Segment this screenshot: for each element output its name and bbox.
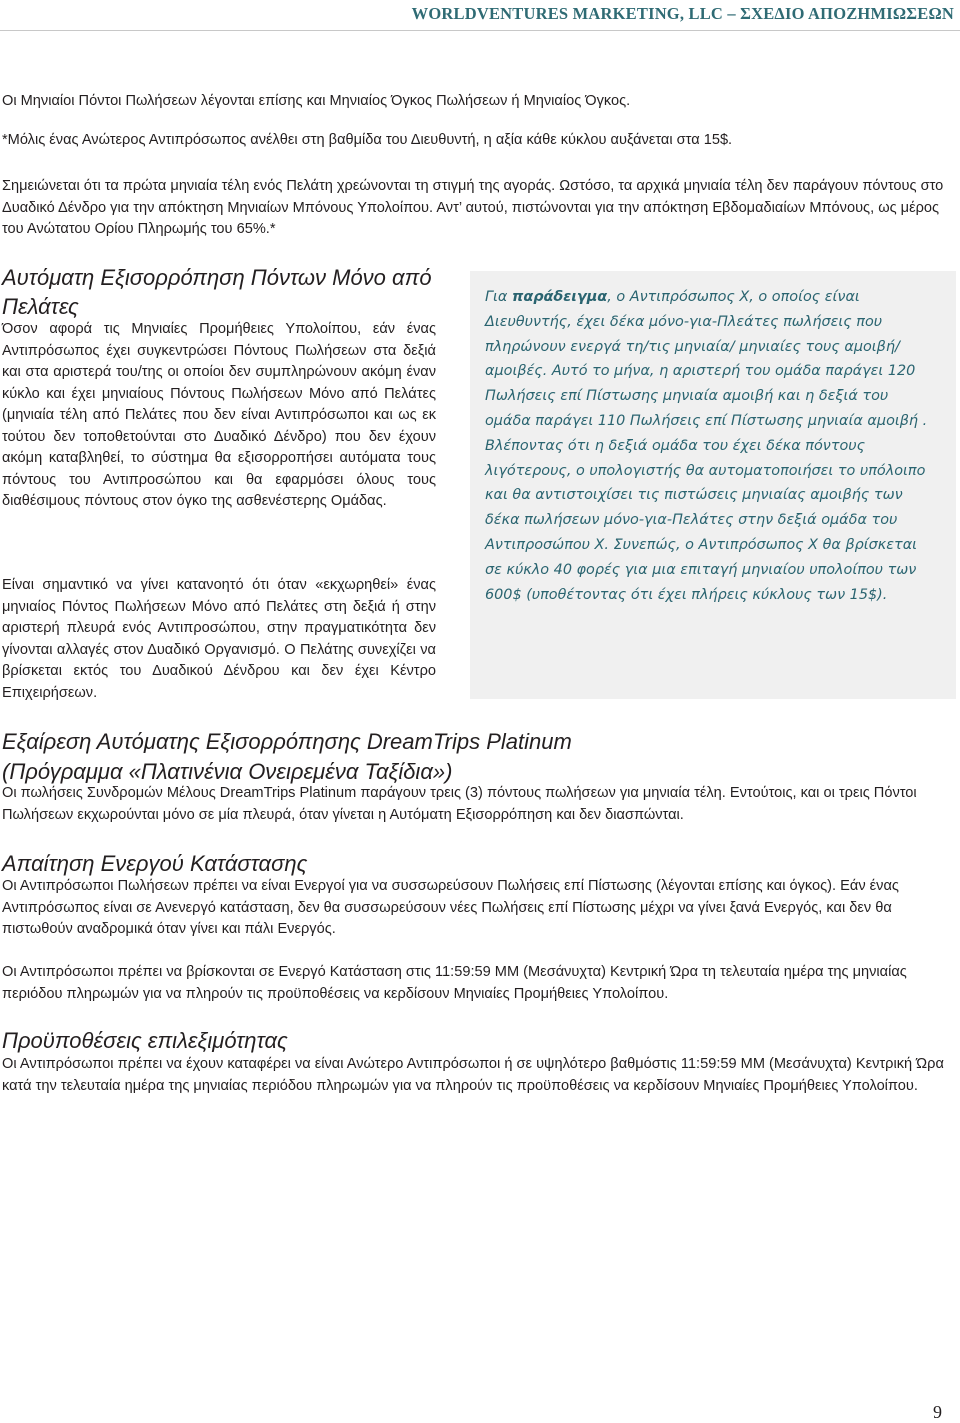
eligibility-paragraph: Οι Αντιπρόσωποι πρέπει να έχουν καταφέρει να είναι Ανώτερο Αντιπρόσωποι ή σε υψηλότερο βαθμόστις 11:59:59 ΜΜ (Μεσάνυχτα) Κεντρική Ώρα κατά την τελευταία ημέρα της μηνιαίας περιόδου πληρωμών για να πληρούν τις προϋποθέσεις να κερδίσουν Μηνιαίες Προμήθειες Υπολοίπου. [2,1056,944,1094]
example-callout-bold: παράδειγμα [511,289,608,305]
intro-paragraph-1: Οι Μηνιαίοι Πόντοι Πωλήσεων λέγονται επίσης και Μηνιαίος Όγκος Πωλήσεων ή Μηνιαίος Όγκος. [2,93,631,109]
intro-paragraph-2: *Μόλις ένας Ανώτερος Αντιπρόσωπος ανέλθει στη βαθμίδα του Διευθυντή, η αξία κάθε κύκλου αυξάνεται στα 15$. [2,132,733,148]
dreamtrips-heading-line-2: (Πρόγραμμα «Πλατινένια Ονειρεμένα Ταξίδια») [2,759,453,784]
dreamtrips-heading-line-1: Εξαίρεση Αυτόματης Εξισορρόπησης DreamTrips Platinum [2,729,572,754]
auto-balance-paragraph-1: Όσον αφορά τις Μηνιαίες Προμήθειες Υπολοίπου, εάν ένας Αντιπρόσωπος έχει συγκεντρώσει Πόντους Πωλήσεων στα δεξιά και στα αριστερά του/της οι οποίοι δεν συμπληρώνουν ακόμη έναν κύκλο και έχει μηνιαίους Πόντους Πωλήσεων Μόνο από Πελάτες (μηνιαία τέλη από Πελάτες που δεν είναι Αντιπρόσωποι και ως εκ τούτου δεν τοποθετούνται στο Δυαδικό Δένδρο) που δεν έχουν ακόμη καταβληθεί, το σύστημα θα εξισορροπήσει αυτόματα τους πόντους του Αντιπροσώπου και θα εφαρμόσει όλους τους διαθέσιμους πόντους στον όγκο της ασθενέστερης Ομάδας. [2,321,436,509]
example-callout-text [485,285,935,607]
intro-paragraph-3: Σημειώνεται ότι τα πρώτα μηνιαία τέλη ενός Πελάτη χρεώνονται τη στιγμή της αγοράς. Ωστόσο, τα αρχικά μηνιαία τέλη δεν παράγουν πόντους στο Δυαδικό Δένδρο για την απόκτηση Μηνιαίων Μπόνους Υπολοίπου. Αντ’ αυτού, πιστώνονται για την απόκτηση Εβδομαδιαίων Μπόνους, ως μέρος του Ανώτατου Ορίου Πληρωμής του 65%.* [2,178,944,237]
auto-balance-paragraph-2: Είναι σημαντικό να γίνει κατανοητό ότι όταν «εκχωρηθεί» ένας μηνιαίος Πόντος Πωλήσεων Μόνο από Πελάτες στη δεξιά ή στην αριστερή πλευρά ενός Αντιπροσώπου, στην πραγματικότητα δεν γίνονται αλλαγές στον Δυαδικό Οργανισμό. Ο Πελάτης συνεχίζει να βρίσκεται εκτός του Δυαδικού Δένδρου και δεν έχει Κέντρο Επιχειρήσεων. [2,577,436,701]
example-callout-box [470,271,956,699]
active-status-paragraph-2: Οι Αντιπρόσωποι πρέπει να βρίσκονται σε Ενεργό Κατάσταση στις 11:59:59 ΜΜ (Μεσάνυχτα) Κεντρική Ώρα τη τελευταία ημέρα της μηνιαίας περιόδου πληρωμών για να πληρούν τις προϋποθέσεις να κερδίσουν Μηνιαίες Προμήθειες Υπολοίπου. [2,964,907,1002]
example-callout-lead: Για [485,289,512,305]
active-status-heading: Απαίτηση Ενεργού Κατάστασης [2,851,308,876]
eligibility-heading: Προϋποθέσεις επιλεξιμότητας [2,1028,288,1053]
auto-balance-heading: Αυτόματη Εξισορρόπηση Πόντων Μόνο από Πελάτες [2,265,432,319]
example-callout-body: , ο Αντιπρόσωπος Χ, ο οποίος είναι Διευθυντής, έχει δέκα μόνο-για-Πλεάτες πωλήσεις που πληρώνουν ενεργά τη/τις μηνιαία/ μηνιαίες τους αμοιβή/ αμοιβές. Αυτό το μήνα, η αριστερή του ομάδα παράγει 120 Πωλήσεις επί Πίστωσης μηνιαία αμοιβή και η δεξιά του ομάδα παράγει 110 Πωλήσεις επί Πίστωσης μηνιαία αμοιβή . Βλέποντας ότι η δεξιά ομάδα του έχει δέκα πόντους λιγότερους, ο υπολογιστής θα αυτοματοποιήσει το υπόλοιπο και θα αντιστοιχίσει τις πιστώσεις μηνιαίας αμοιβής των δέκα πωλήσεων μόνο-για-Πελάτες στην δεξιά ομάδα του Αντιπροσώπου Χ. Συνεπώς, ο Αντιπρόσωπος Χ θα βρίσκεται σε κύκλο 40 φορές για μια επιταγή μηνιαίου υπολοίπου των 600$ (υποθέτοντας ότι έχει πλήρεις κύκλους των 15$). [485,289,928,603]
header-divider [0,30,960,31]
active-status-paragraph-1: Οι Αντιπρόσωποι Πωλήσεων πρέπει να είναι Ενεργοί για να συσσωρεύσουν Πωλήσεις επί Πίστωσης (λέγονται επίσης και όγκος). Εάν ένας Αντιπρόσωπος είναι σε Ανενεργό κατάσταση, δεν θα συσσωρεύσουν νέες Πωλήσεις επί Πίστωσης μέχρι να γίνει ξανά Ενεργός, και δεν θα πιστωθούν αναδρομικά όταν γίνει και πάλι Ενεργός. [2,878,899,937]
document-header-title: WORLDVENTURES MARKETING, LLC – ΣΧΕΔΙΟ ΑΠΟΖΗΜΙΩΣΕΩΝ [411,4,954,23]
page-number: 9 [933,1402,942,1422]
dreamtrips-paragraph: Οι πωλήσεις Συνδρομών Μέλους DreamTrips Platinum παράγουν τρεις (3) πόντους πωλήσεων για μηνιαία τέλη. Εντούτοις, και οι τρεις Πόντοι Πωλήσεων εκχωρούνται μόνο σε μία πλευρά, όταν γίνεται η Αυτόματη Εξισορρόπηση και δεν διασπώνται. [2,785,917,823]
